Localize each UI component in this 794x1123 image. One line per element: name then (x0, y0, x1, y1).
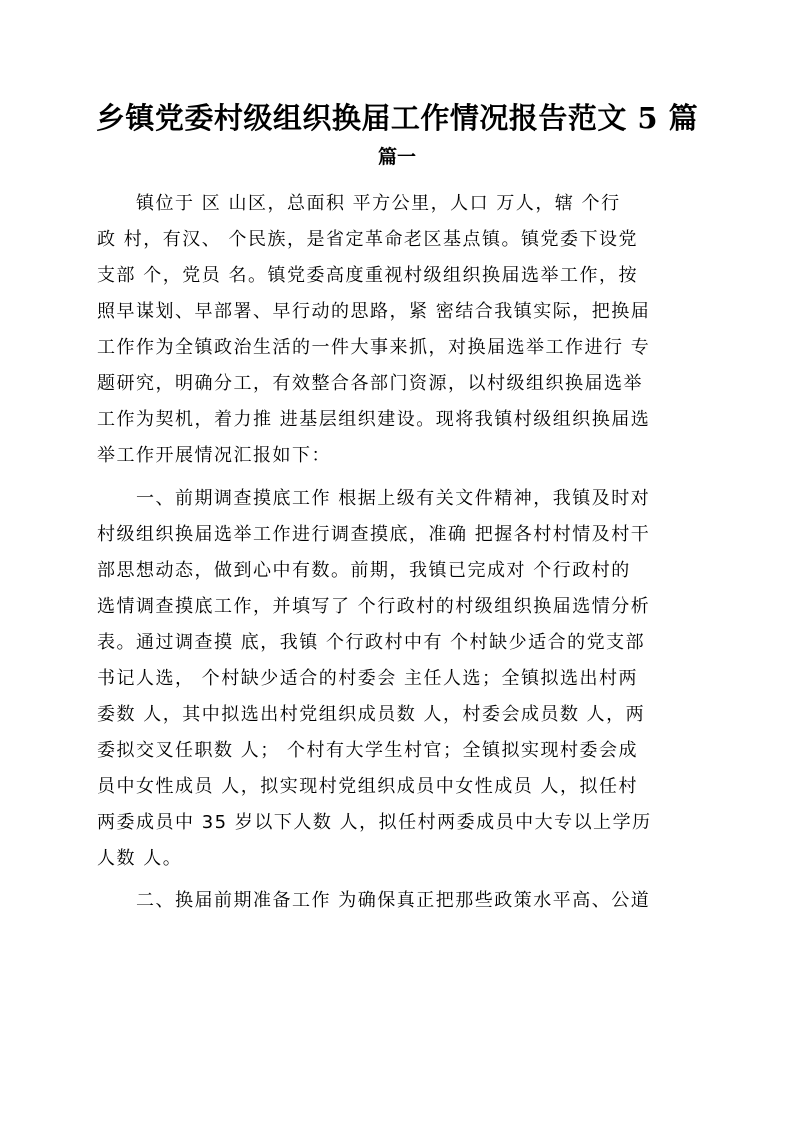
document-subtitle: 篇一 (377, 146, 416, 168)
paragraph-line: 村级组织换届选举工作进行调查摸底，准确 把握各村村情及村干 (97, 524, 651, 545)
document-title: 乡镇党委村级组织换届工作情况报告范文 5 篇 (95, 101, 699, 135)
paragraph-line: 部思想动态，做到心中有数。前期，我镇已完成对 个行政村的 (97, 560, 631, 581)
paragraph-line: 支部 个，党员 名。镇党委高度重视村级组织换届选举工作，按 (97, 265, 638, 286)
paragraph-line: 人数 人。 (97, 848, 183, 869)
paragraph-section-2 (97, 883, 699, 919)
paragraph-line: 举工作开展情况汇报如下： (97, 445, 331, 466)
paragraph-line: 工作作为全镇政治生活的一件大事来抓，对换届选举工作进行 专 (97, 337, 651, 358)
paragraph-line: 工作为契机，着力推 进基层组织建设。现将我镇村级组织换届选 (97, 409, 651, 430)
paragraph-section-1 (97, 481, 699, 877)
paragraph-line: 员中女性成员 人，拟实现村党组织成员中女性成员 人，拟任村 (97, 776, 638, 797)
paragraph-line: 照早谋划、早部署、早行动的思路，紧 密结合我镇实际，把换届 (97, 301, 651, 322)
paragraph-line: 政 村，有汉、 个民族，是省定革命老区基点镇。镇党委下设党 (97, 229, 638, 250)
paragraph-line: 选情调查摸底工作，并填写了 个行政村的村级组织换届选情分析 (97, 596, 651, 617)
paragraph-intro (97, 186, 699, 474)
paragraph-line: 一、前期调查摸底工作 根据上级有关文件精神，我镇及时对 (97, 488, 651, 509)
paragraph-line: 委数 人，其中拟选出村党组织成员数 人，村委会成员数 人，两 (97, 704, 646, 725)
paragraph-line: 两委成员中 35 岁以下人数 人，拟任村两委成员中大专以上学历 (97, 812, 652, 833)
paragraph-line: 题研究，明确分工，有效整合各部门资源，以村级组织换届选举 (97, 373, 643, 394)
paragraph-line: 委拟交叉任职数 人； 个村有大学生村官；全镇拟实现村委会成 (97, 740, 638, 761)
paragraph-line: 书记人选， 个村缺少适合的村委会 主任人选；全镇拟选出村两 (97, 668, 638, 689)
paragraph-line: 镇位于 区 山区，总面积 平方公里，人口 万人，辖 个行 (97, 193, 621, 214)
document-body (97, 186, 699, 919)
paragraph-line: 表。通过调查摸 底，我镇 个行政村中有 个村缺少适合的党支部 (97, 632, 646, 653)
paragraph-line: 二、换届前期准备工作 为确保真正把那些政策水平高、公道 (97, 890, 651, 911)
